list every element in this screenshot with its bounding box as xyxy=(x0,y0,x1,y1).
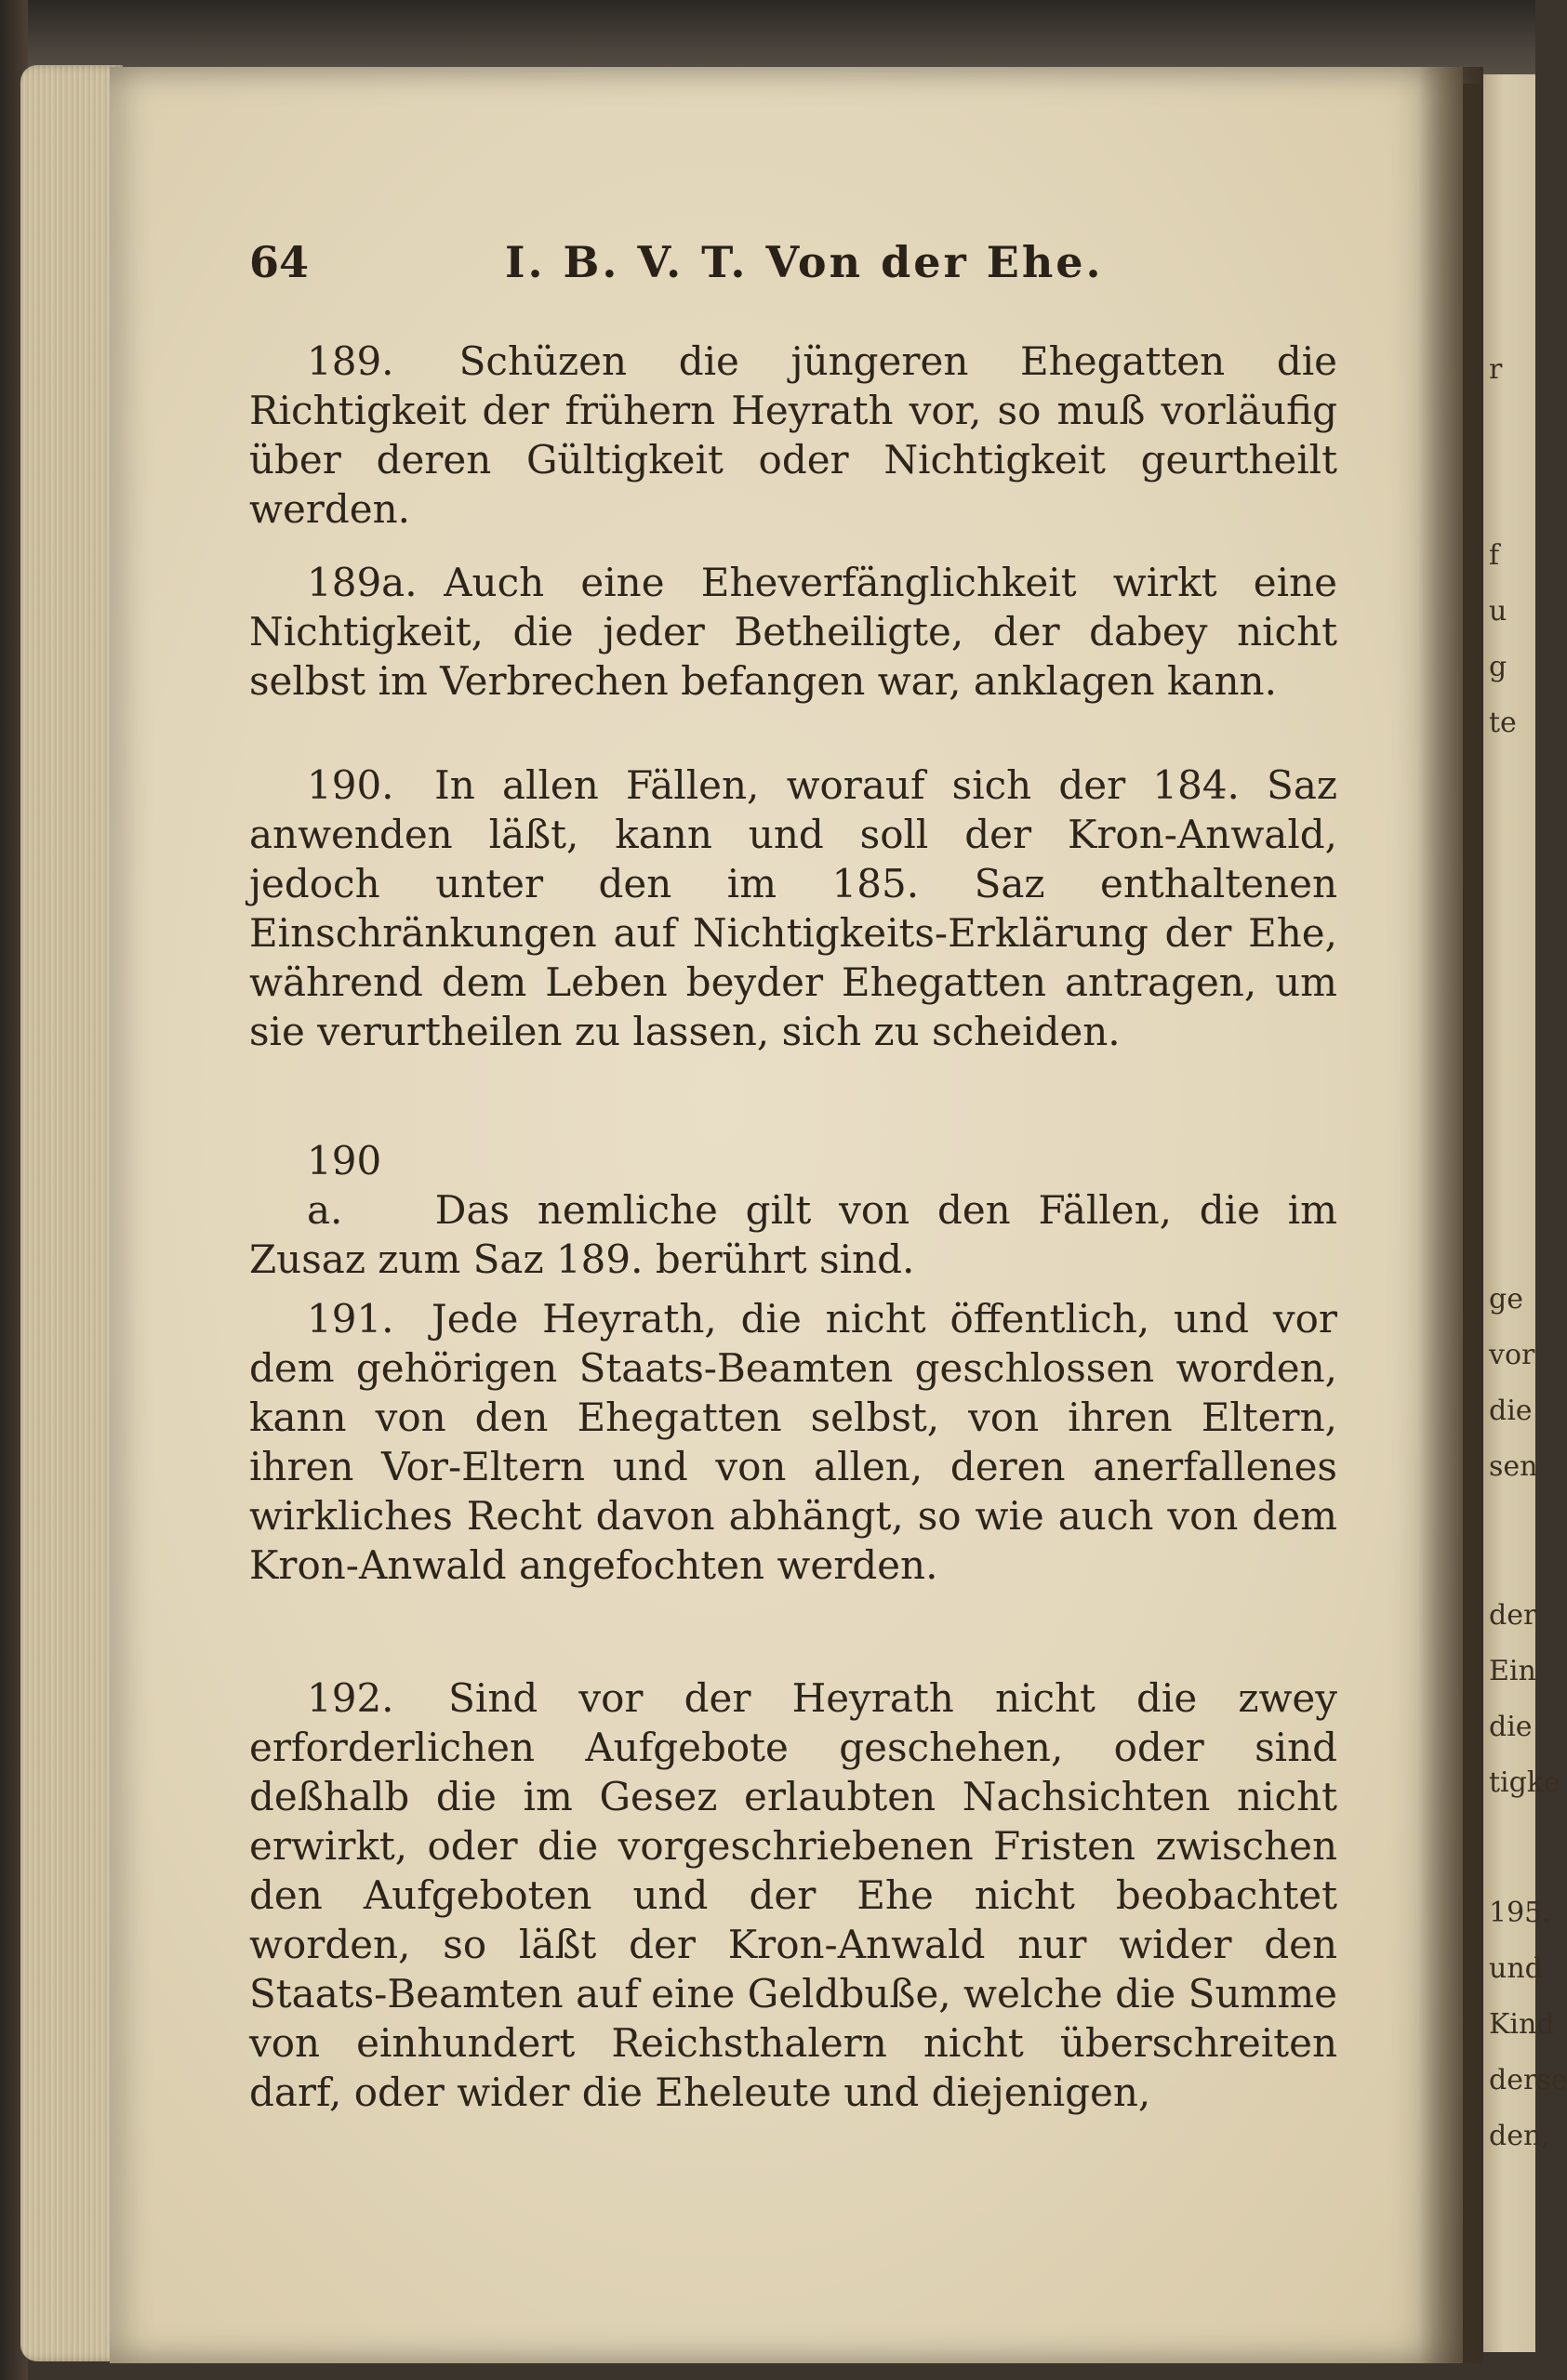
paragraph-191 xyxy=(249,1294,1337,1590)
running-title: I. B. V. T. Von der Ehe. xyxy=(505,237,1104,287)
adjacent-fragment: und xyxy=(1489,1952,1543,1985)
adjacent-fragment: die xyxy=(1489,1711,1533,1743)
paragraph-number: 189. xyxy=(307,338,394,384)
book-gutter xyxy=(1418,67,1483,2363)
adjacent-page-edge xyxy=(1483,74,1567,2352)
adjacent-fragment: te xyxy=(1489,707,1517,739)
adjacent-fragment: derse xyxy=(1489,2064,1567,2096)
adjacent-fragment: der xyxy=(1489,1599,1537,1632)
paragraph-189a xyxy=(249,558,1337,706)
adjacent-fragment: tigke xyxy=(1489,1766,1560,1799)
adjacent-fragment: Kind xyxy=(1489,2008,1555,2041)
paragraph-number: 192. xyxy=(307,1675,394,1721)
adjacent-fragment: sen xyxy=(1489,1450,1538,1483)
paragraph-192 xyxy=(249,1673,1337,2117)
paragraph-text: In allen Fällen, worauf sich der 184. Saz anwenden läßt, kann und soll der Kron-Anwald, jedoch unter den im 185. Saz enthaltenen Einschränkungen auf Nichtigkeits-Erklärung der Ehe, während dem Leben beyder Ehegatten antragen, um sie verurtheilen zu lassen, sich zu scheiden. xyxy=(249,762,1337,1054)
paragraph-text: Auch eine Eheverfänglichkeit wirkt eine Nichtigkeit, die jeder Betheiligte, der dabey nicht selbst im Verbrechen befangen war, anklagen kann. xyxy=(249,560,1337,704)
running-head xyxy=(249,237,1356,293)
adjacent-fragment: ge xyxy=(1489,1283,1523,1316)
paragraph-text: Sind vor der Heyrath nicht die zwey erforderlichen Aufgebote geschehen, oder sind deßhalb die im Gesez erlaubten Nachsichten nicht erwirkt, oder die vorgeschriebenen Fristen zwischen den Aufgeboten und der Ehe nicht beobachtet worden, so läßt der Kron-Anwald nur wider den Staats-Beamten auf eine Geldbuße, welche die Summe von einhundert Reichsthalern nicht überschreiten darf, oder wider die Eheleute und diejenigen, xyxy=(249,1675,1337,2115)
adjacent-fragment: die xyxy=(1489,1395,1533,1427)
paragraph-text: Das nemliche gilt von den Fällen, die im Zusaz zum Saz 189. berührt sind. xyxy=(249,1187,1337,1282)
adjacent-fragment: 195. xyxy=(1489,1897,1551,1929)
paragraph-text: Schüzen die jüngeren Ehegatten die Richtigkeit der frühern Heyrath vor, so muß vorläufig über deren Gültigkeit oder Nichtigkeit geurtheilt werden. xyxy=(249,338,1337,532)
paragraph-189 xyxy=(249,337,1337,534)
adjacent-fragment: Ein xyxy=(1489,1655,1536,1687)
page-edges xyxy=(20,65,123,2361)
paragraph-number: 191. xyxy=(307,1296,394,1342)
paragraph-190a xyxy=(249,1136,1337,1284)
adjacent-fragment: f xyxy=(1489,539,1500,572)
paragraph-number: 190 a. xyxy=(307,1138,382,1233)
adjacent-fragment: u xyxy=(1489,595,1507,628)
paragraph-text: Jede Heyrath, die nicht öffentlich, und vor dem gehörigen Staats-Beamten geschlossen worden, kann von den Ehegatten selbst, von ihren Eltern, ihren Vor-Eltern und von allen, deren anerfallenes wirkliches Recht davon abhängt, so wie auch von dem Kron-Anwald angefochten werden. xyxy=(249,1296,1337,1588)
adjacent-fragment: vor xyxy=(1489,1339,1535,1371)
adjacent-fragment: g xyxy=(1489,651,1507,683)
paragraph-number: 189a. xyxy=(307,560,418,605)
paragraph-190 xyxy=(249,760,1337,1056)
adjacent-fragment: r xyxy=(1489,353,1503,386)
adjacent-fragment: den, xyxy=(1489,2120,1550,2152)
paragraph-number: 190. xyxy=(307,762,394,808)
page-number: 64 xyxy=(249,237,310,287)
